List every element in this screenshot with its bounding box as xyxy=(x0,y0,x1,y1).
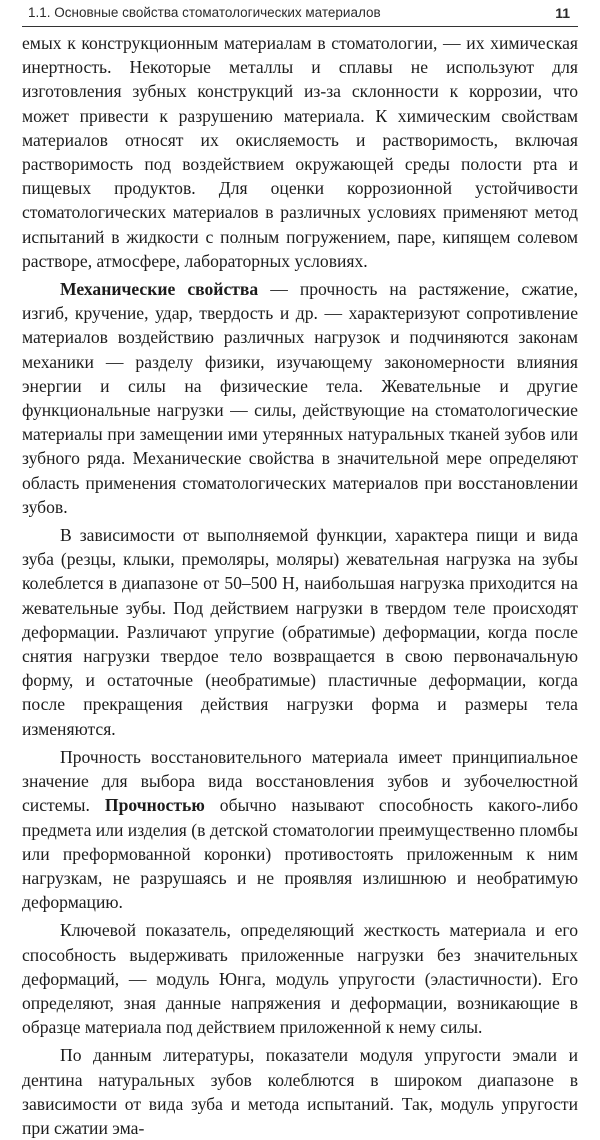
running-header xyxy=(22,0,578,27)
bold-term-strength: Прочностью xyxy=(104,795,205,816)
paragraph-text: емых к конструкционным материалам в стоматологии, — их химическая инертность. Некоторые металлы и сплавы не используют для изготовления зубных конструкций из-за склонности к коррозии, что может привести к разрушению материала. К химическим свойствам материалов относят их окисляемость и растворимость, включая растворимость под воздействием окружающей среды полости рта и пищевых продуктов. Для оценки коррозионной устойчивости стоматологических материалов в различных условиях применяют метод испытаний в жидкости с полным погружением, паре, кипящем солевом растворе, атмосфере, лабораторных условиях. xyxy=(22,33,578,271)
paragraph-text: По данным литературы, показатели модуля упругости эмали и дентина натуральных зубов колеблются в широком диапазоне в зависимости от вида зуба и метода испытаний. Так, модуль упругости при сжатии эма- xyxy=(22,1045,578,1138)
page-number: 11 xyxy=(555,5,570,21)
paragraph-literature-data xyxy=(22,1043,578,1140)
paragraph-text: — прочность на растяжение, сжатие, изгиб, кручение, удар, твердость и др. — характеризуют сопротивление материалов воздействию различных нагрузок и подчиняются законам механики — разделу физики, изучающему закономерности влияния энергии и силы на физические тела. Жевательные и другие функциональные нагрузки — силы, действующие на стоматологические материалы при замещении ими утерянных натуральных тканей зубов или зубного ряда. Механические свойства в значительной мере определяют область применения стоматологических материалов при восстановлении зубов. xyxy=(22,279,579,517)
paragraph-chemical-inertness xyxy=(22,31,578,273)
paragraph-text: Прочность восстановительного материала имеет принципиальное значение для выбора вида восстановления зубов и зубочелюстной системы. xyxy=(22,746,578,816)
body-text xyxy=(22,31,578,1140)
paragraph-text: Ключевой показатель, определяющий жесткость материала и его способность выдерживать приложенные нагрузки без значительных деформаций, — модуль Юнга, модуль упругости (эластичности). Его определяют, зная данные напряжения и деформации, возникающие в образце материала под действием приложенной к нему силы. xyxy=(22,920,578,1038)
bold-term-mechanical-properties: Механические свойства xyxy=(60,279,259,300)
paragraph-young-modulus xyxy=(22,918,578,1039)
section-title: 1.1. Основные свойства стоматологических материалов xyxy=(28,5,381,20)
paragraph-text: В зависимости от выполняемой функции, характера пищи и вида зуба (резцы, клыки, премоляры, моляры) жевательная нагрузка на зубы колеблется в диапазоне от 50–500 Н, наибольшая нагрузка приходится на жевательные зубы. Под действием нагрузки в твердом теле происходят деформации. Различают упругие (обратимые) деформации, когда после снятия нагрузки твердое тело возвращается в свою первоначальную форму, и остаточные (необратимые) пластичные деформации, когда после прекращения действия нагрузки форма и размеры тела изменяются. xyxy=(22,525,578,739)
paragraph-text: обычно называют способность какого-либо предмета или изделия (в детской стоматологии преимущественно пломбы или преформованной коронки) противостоять приложенным к ним нагрузкам, не разрушаясь и не проявляя излишнюю и необратимую деформацию. xyxy=(22,795,578,913)
paragraph-mechanical-properties xyxy=(22,277,578,519)
paragraph-chewing-load xyxy=(22,523,578,741)
